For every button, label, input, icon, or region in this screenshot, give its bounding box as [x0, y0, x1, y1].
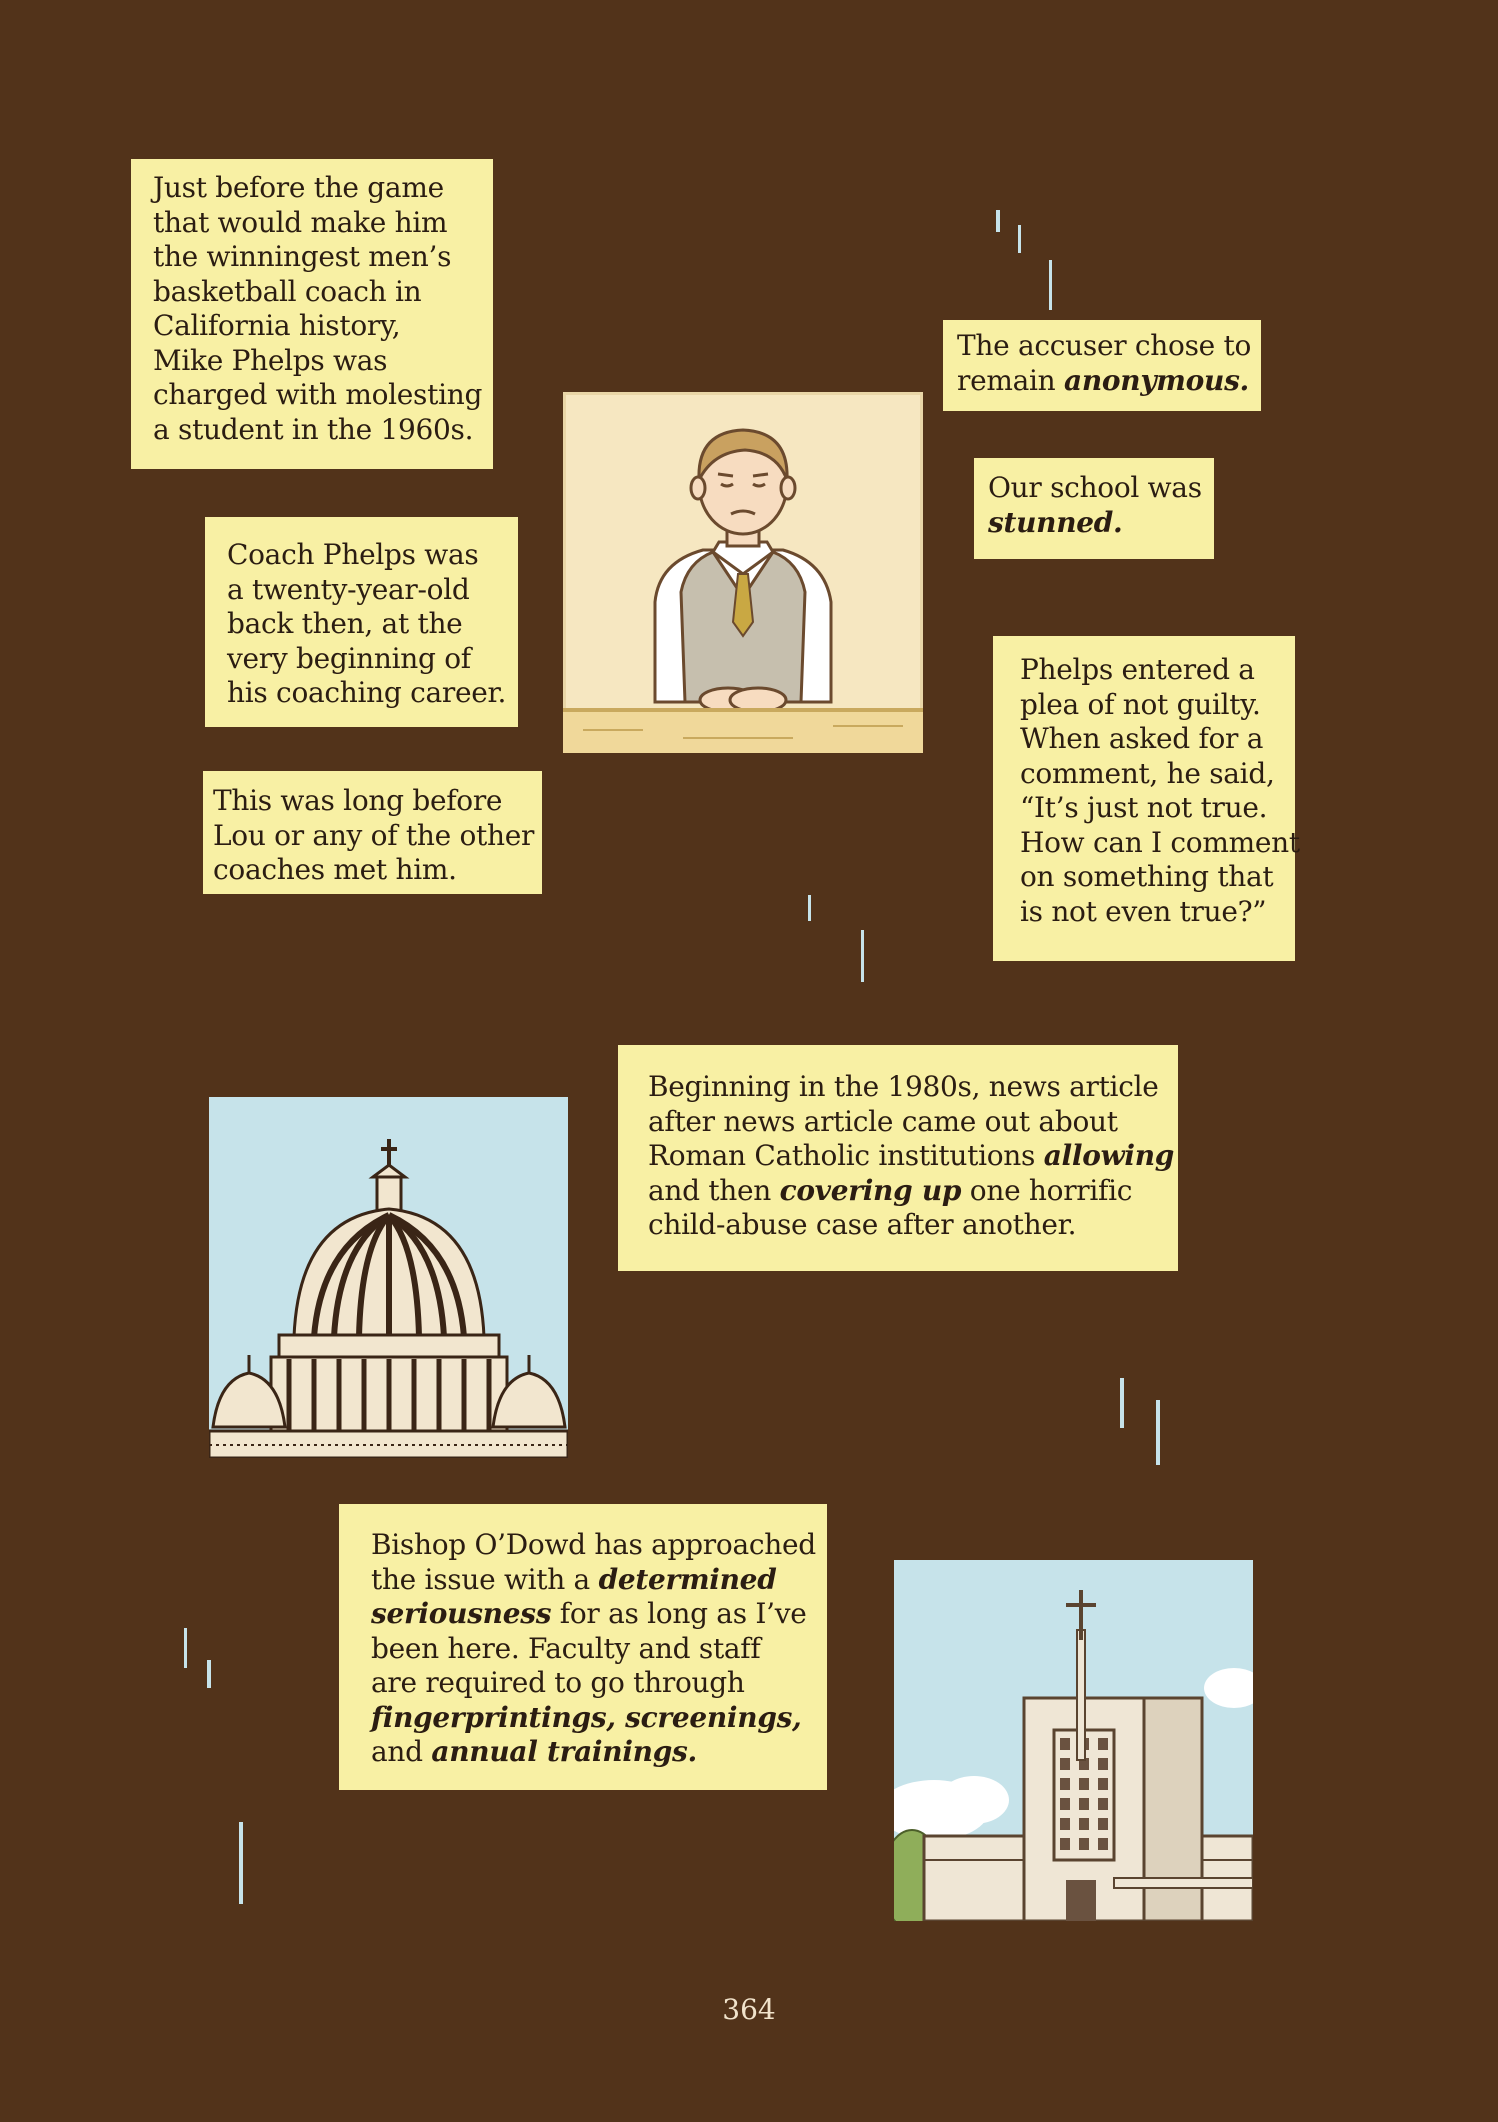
scratch-mark [1049, 260, 1052, 310]
caption-text: one horrific [961, 1173, 1133, 1207]
caption-line [648, 1174, 1178, 1209]
caption-line: How can I comment [1020, 825, 1300, 859]
caption-line: “It’s just not true. [1020, 791, 1268, 824]
caption-emphasis: fingerprintings, screenings, [371, 1700, 802, 1734]
caption-line: child-abuse case after another. [648, 1208, 1077, 1241]
caption-text: for as long as I’ve [551, 1597, 807, 1630]
caption-stunned [974, 458, 1214, 559]
caption-coach-age [205, 517, 518, 727]
caption-long-before [203, 771, 542, 894]
caption-emphasis: determined [598, 1562, 777, 1596]
caption-line: back then, at the [227, 607, 463, 640]
caption-line: plea of not guilty. [1020, 687, 1261, 721]
caption-accuser [943, 320, 1261, 411]
caption-line: are required to go through [371, 1666, 745, 1699]
caption-text: the issue with a [371, 1562, 599, 1596]
caption-line [371, 1735, 827, 1770]
caption-emphasis: seriousness [371, 1597, 552, 1630]
caption-line: Coach Phelps was [227, 538, 479, 571]
coach-illustration [563, 392, 923, 753]
caption-line [371, 1597, 827, 1632]
panel-vatican-dome [209, 1097, 568, 1458]
scratch-mark [1018, 225, 1021, 253]
caption-line: been here. Faculty and staff [371, 1631, 761, 1665]
caption-text: and [371, 1735, 432, 1768]
caption-emphasis: stunned. [988, 505, 1123, 539]
scratch-mark [861, 930, 864, 982]
scratch-mark [239, 1822, 243, 1904]
scratch-mark [1120, 1378, 1124, 1428]
caption-line: California history, [153, 309, 401, 342]
caption-emphasis: anonymous. [1064, 363, 1249, 397]
caption-line: Phelps entered a [1020, 653, 1255, 686]
caption-line: on something that [1020, 860, 1274, 893]
caption-emphasis: annual trainings. [431, 1735, 697, 1768]
caption-line: a student in the 1960s. [153, 412, 474, 446]
caption-line [371, 1563, 827, 1598]
caption-line: charged with molesting [153, 378, 483, 411]
school-illustration [894, 1560, 1253, 1921]
caption-line: Beginning in the 1980s, news article [648, 1070, 1159, 1103]
caption-text: Roman Catholic institutions [648, 1139, 1044, 1172]
caption-line: The accuser chose to [957, 329, 1252, 362]
caption-line: basketball coach in [153, 274, 422, 308]
caption-emphasis: covering up [779, 1173, 962, 1207]
caption-text: and then [648, 1173, 780, 1207]
scratch-mark [808, 895, 811, 921]
scratch-mark [184, 1628, 187, 1668]
dome-illustration [209, 1097, 568, 1458]
scratch-mark [996, 210, 1000, 232]
caption-line: that would make him [153, 205, 448, 239]
caption-line [371, 1701, 827, 1736]
caption-line [957, 364, 1261, 399]
caption-line [648, 1139, 1178, 1174]
caption-line: coaches met him. [213, 853, 457, 886]
caption-bishop-odowd [339, 1504, 827, 1790]
panel-coach-portrait [563, 392, 923, 753]
scratch-mark [207, 1660, 211, 1688]
caption-line: When asked for a [1020, 722, 1264, 755]
caption-news-articles [618, 1045, 1178, 1271]
scratch-mark [1156, 1400, 1160, 1465]
caption-line: This was long before [213, 784, 503, 817]
caption-line: is not even true?” [1020, 894, 1267, 928]
panel-school-building [894, 1560, 1253, 1921]
caption-line: his coaching career. [227, 676, 507, 709]
caption-line: Lou or any of the other [213, 818, 535, 852]
caption-line: Bishop O’Dowd has approached [371, 1528, 816, 1561]
caption-line: comment, he said, [1020, 756, 1275, 790]
caption-line: very beginning of [227, 641, 471, 675]
caption-line: the winningest men’s [153, 240, 452, 273]
caption-text: remain [957, 363, 1064, 397]
caption-plea [993, 636, 1300, 961]
caption-game-charge [131, 159, 493, 469]
page-number: 364 [722, 1993, 776, 2026]
caption-line [988, 506, 1214, 541]
caption-line: Our school was [988, 471, 1202, 504]
caption-line: a twenty-year-old [227, 572, 470, 606]
caption-line: after news article came out about [648, 1104, 1118, 1138]
caption-line: Mike Phelps was [153, 343, 388, 377]
caption-emphasis: allowing [1043, 1139, 1175, 1172]
caption-line: Just before the game [153, 171, 444, 204]
